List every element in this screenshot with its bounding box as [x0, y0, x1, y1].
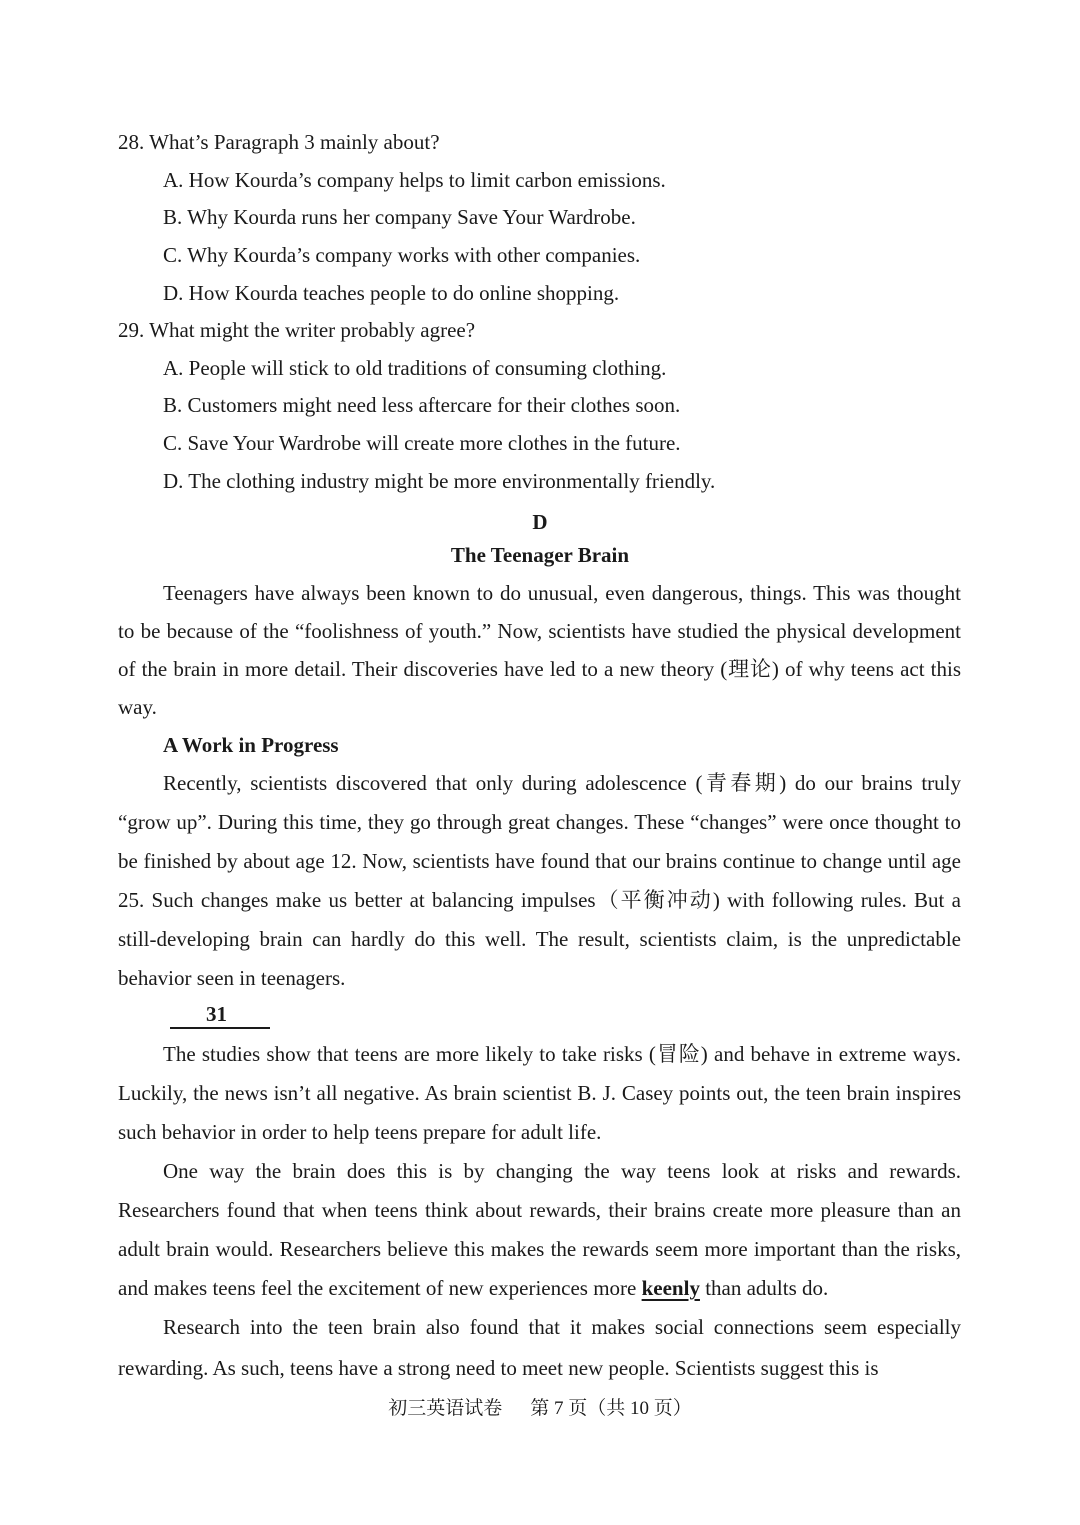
paragraph-rewards-end: than adults do.: [699, 1276, 829, 1300]
passage-title: The Teenager Brain: [450, 543, 630, 567]
page-number: 第 7 页（共 10 页）: [530, 1398, 692, 1419]
passage-intro: Teenagers have always been known to do unusual, even dangerous, things. This was thought to be because of the “foolishness of youth.” Now, scientists have studied the physical development of the brain in more detail. Their discoveries have led to a new theory (理论) of why teens act this way.: [118, 581, 961, 719]
exam-title: 初三英语试卷: [388, 1398, 503, 1419]
question-28: 28. What’s Paragraph 3 mainly about?: [118, 130, 440, 154]
paragraph-social: Research into the teen brain also found that it makes social connections seem especially rewarding. As such, teens have a strong need to meet new people. Scientists suggest this is: [118, 1315, 961, 1380]
passage-letter: D: [532, 510, 548, 534]
q28-option-a: A. How Kourda’s company helps to limit carbon emissions.: [163, 168, 666, 192]
page-footer: [0, 1397, 1080, 1421]
blank-heading-31: [170, 1002, 270, 1029]
q29-option-a: A. People will stick to old traditions of consuming clothing.: [163, 356, 667, 380]
section1-paragraph: Recently, scientists discovered that only during adolescence (青春期) do our brains truly “grow up”. During this time, they go through great changes. These “changes” were once thought to be finished by about age 12. Now, scientists have found that our brains continue to change until age 25. Such changes make us better at balancing impulses（平衡冲动) with following rules. But a still-developing brain can hardly do this well. The result, scientists claim, is the unpredictable behavior seen in teenagers.: [118, 771, 961, 990]
section-heading-work-in-progress: A Work in Progress: [163, 733, 339, 757]
keyword-keenly: keenly: [641, 1276, 700, 1300]
question-29: 29. What might the writer probably agree?: [118, 318, 476, 342]
paragraph-rewards-text: One way the brain does this is by changing the way teens look at risks and rewards. Researchers found that when teens think about rewards, their brains create more pleasure than an adult brain would. Researchers believe this makes the rewards seem more important than the risks, and makes teens feel the excitement of new experiences more: [118, 1159, 961, 1300]
q29-option-b: B. Customers might need less aftercare for their clothes soon.: [163, 393, 681, 417]
q28-option-d: D. How Kourda teaches people to do online shopping.: [163, 281, 620, 305]
paragraph-risks: The studies show that teens are more likely to take risks (冒险) and behave in extreme ways. Luckily, the news isn’t all negative. As brain scientist B. J. Casey points out, the teen brain inspires such behavior in order to help teens prepare for adult life.: [118, 1042, 961, 1144]
paragraph-rewards: [118, 1152, 961, 1308]
blank-number: 31: [206, 1002, 227, 1026]
q28-option-b: B. Why Kourda runs her company Save Your Wardrobe.: [163, 205, 636, 229]
q28-option-c: C. Why Kourda’s company works with other companies.: [163, 243, 641, 267]
q29-option-c: C. Save Your Wardrobe will create more clothes in the future.: [163, 431, 681, 455]
q29-option-d: D. The clothing industry might be more environmentally friendly.: [163, 469, 716, 493]
